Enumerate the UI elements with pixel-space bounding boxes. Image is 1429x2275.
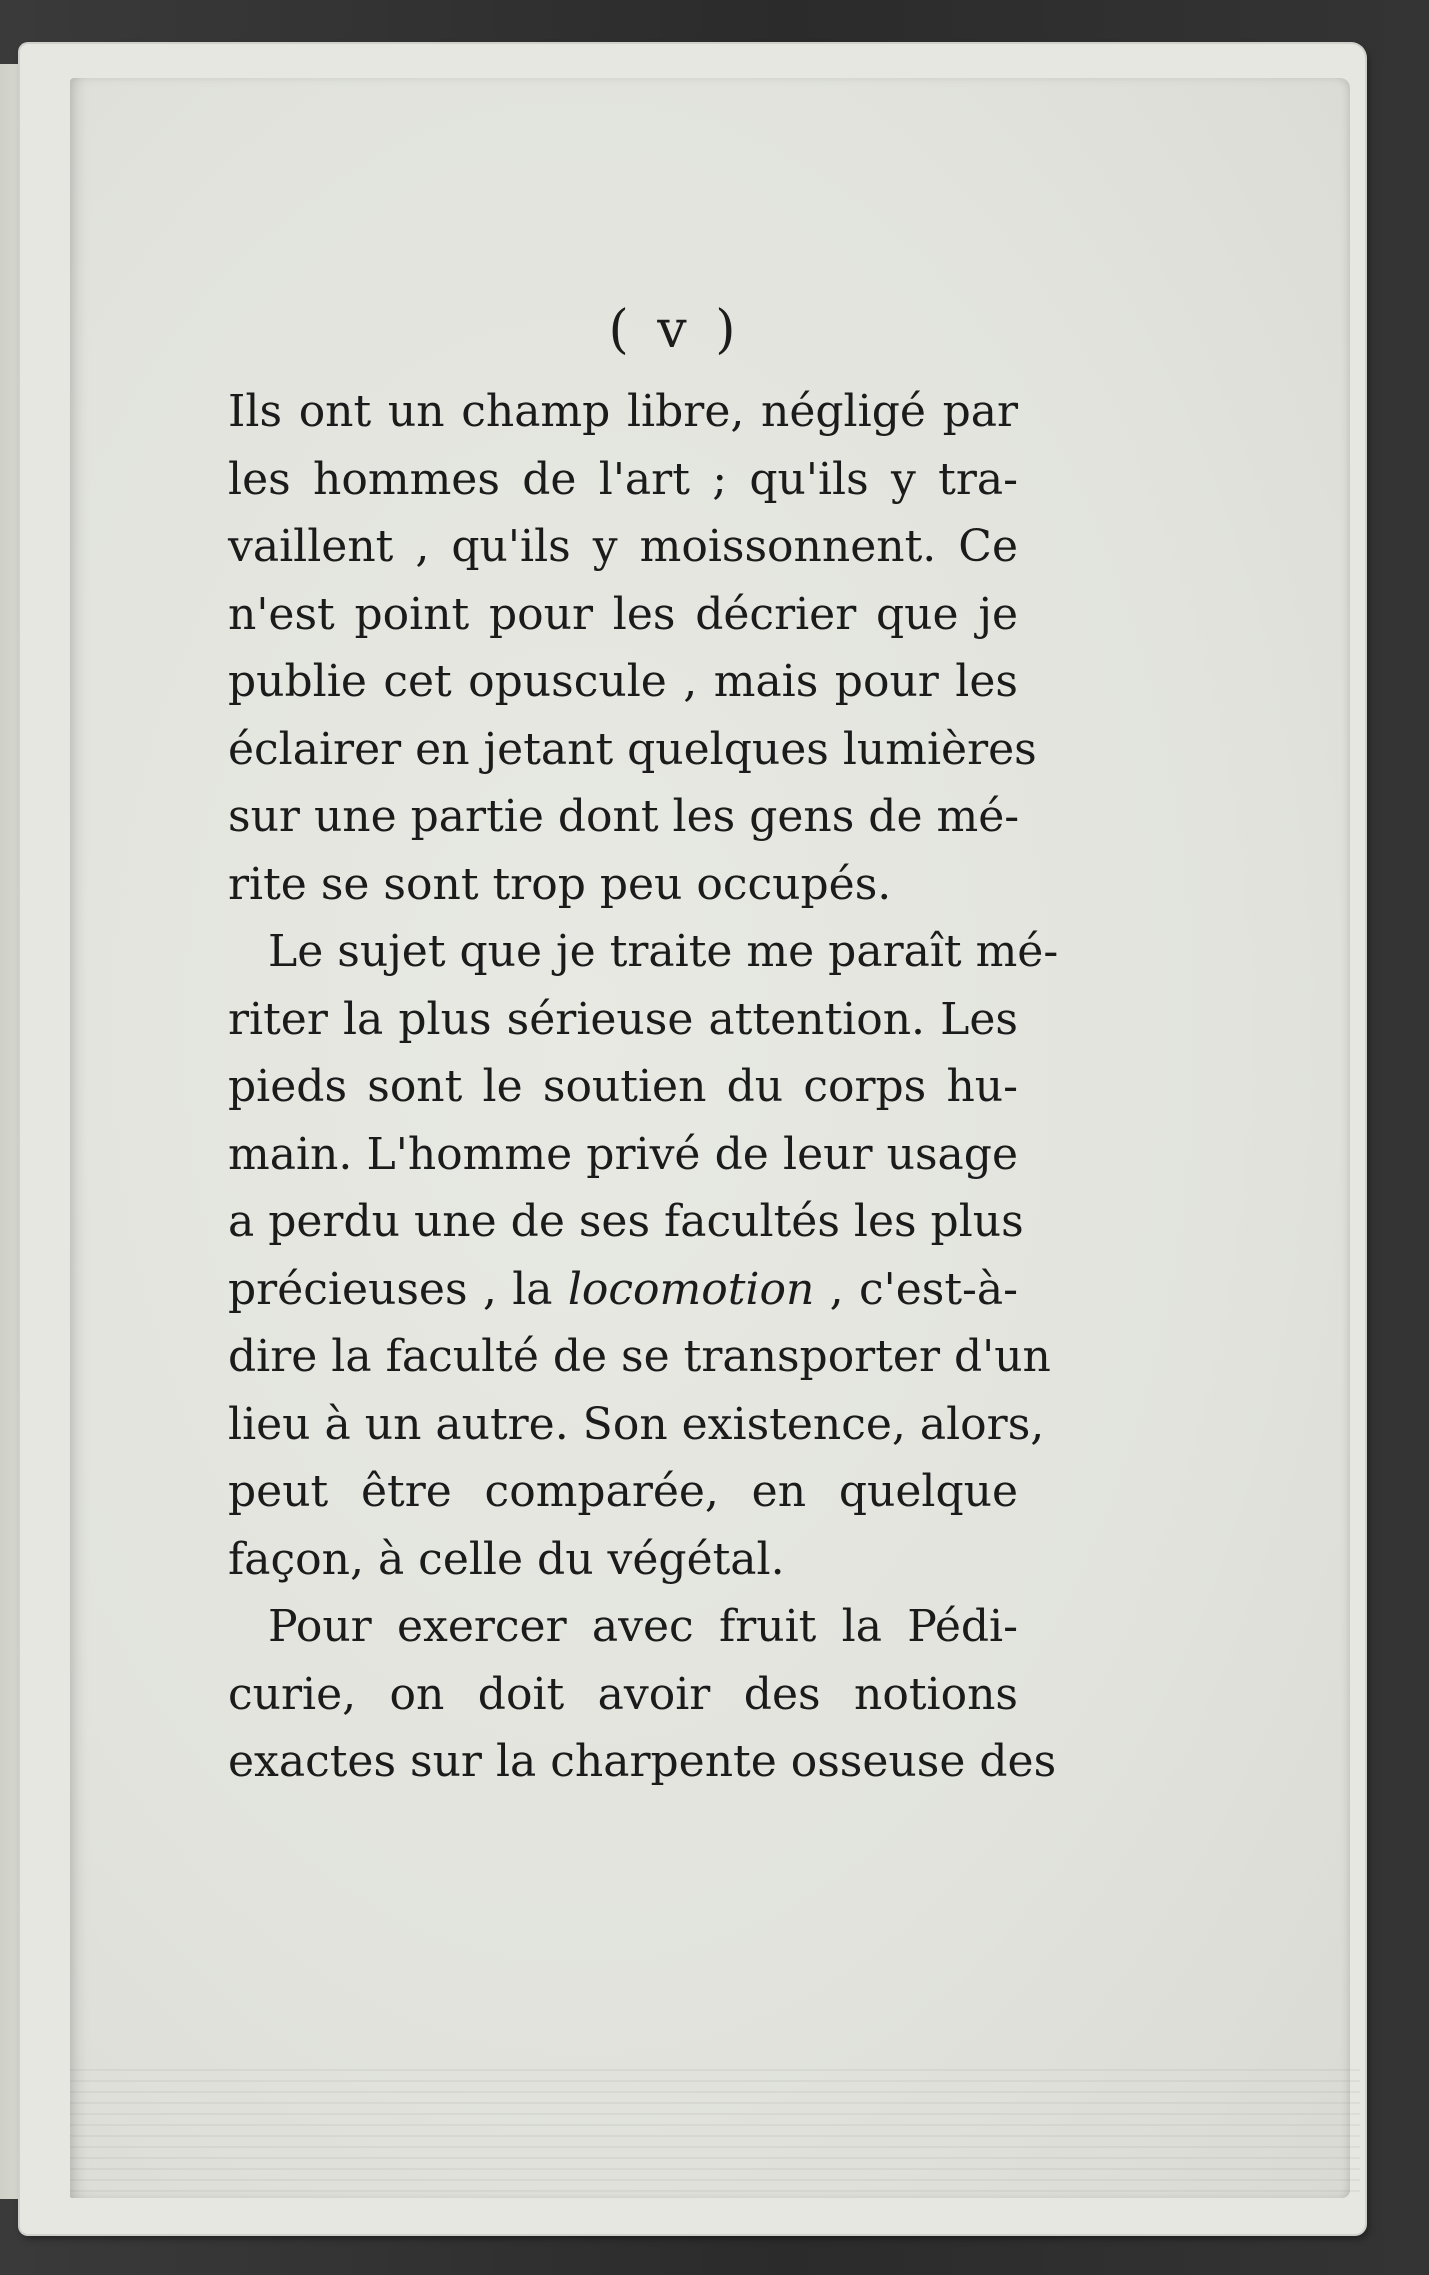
italic-term: locomotion	[567, 1263, 815, 1315]
text-line: vaillent , qu'ils y moissonnent. Ce	[228, 521, 1018, 572]
text-line: les hommes de l'art ; qu'ils y tra-	[228, 453, 1018, 505]
text-line: publie cet opuscule , mais pour les	[228, 656, 1018, 707]
text-line: Pour exercer avec fruit la Pédi-	[268, 1601, 1018, 1652]
text-line: n'est point pour les décrier que je	[228, 588, 1018, 640]
text-line: façon, à celle du végétal.	[228, 1533, 785, 1585]
text-line: riter la plus sérieuse attention. Les	[228, 993, 1018, 1045]
text-line: pieds sont le soutien du corps hu-	[228, 1061, 1018, 1112]
text-line: main. L'homme privé de leur usage	[228, 1128, 1018, 1180]
text-line: rite se sont trop peu occupés.	[228, 858, 892, 910]
text-segment: précieuses , la	[228, 1263, 568, 1315]
text-line: Le sujet que je traite me paraît mé-	[268, 926, 1059, 977]
text-line: peut être comparée, en quelque	[228, 1466, 1018, 1517]
page-number: ( v )	[608, 300, 742, 360]
text-line: éclairer en jetant quelques lumières	[228, 723, 1037, 775]
text-line-with-italic	[228, 1256, 1018, 1324]
text-line: exactes sur la charpente osseuse des	[228, 1736, 1057, 1787]
body-text	[228, 378, 1059, 1796]
text-line: dire la faculté de se transporter d'un	[228, 1331, 1051, 1382]
text-line: lieu à un autre. Son existence, alors,	[228, 1398, 1045, 1450]
text-segment: , c'est-à-	[814, 1263, 1019, 1315]
text-line: a perdu une de ses facultés les plus	[228, 1196, 1024, 1247]
text-line: curie, on doit avoir des notions	[228, 1668, 1018, 1720]
text-line: sur une partie dont les gens de mé-	[228, 791, 1020, 842]
text-line: Ils ont un champ libre, négligé par	[228, 386, 1018, 437]
